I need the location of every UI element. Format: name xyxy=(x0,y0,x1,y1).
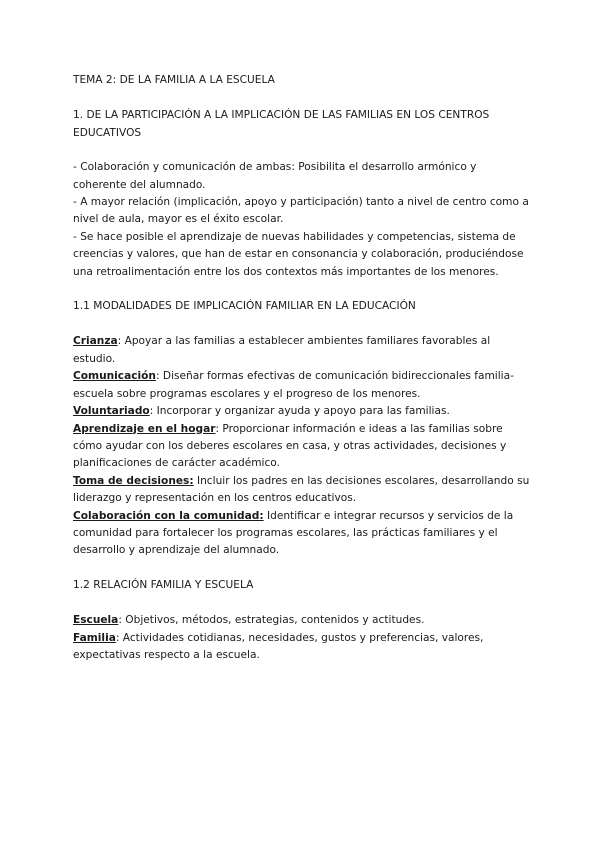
modality-term: Colaboración con la comunidad: xyxy=(73,509,264,522)
section-1-bullet: - A mayor relación (implicación, apoyo y participación) tanto a nivel de centro como a nivel de aula, mayor es el éxito escolar. xyxy=(73,196,529,226)
section-1-bullet: - Colaboración y comunicación de ambas: Posibilita el desarrollo armónico y coherente del alumnado. xyxy=(73,161,477,191)
relation-term: Escuela xyxy=(73,614,119,627)
modality-text: : Proporcionar información e ideas a las familias sobre cómo ayudar con los deberes escolares en casa, y otras actividades, decisiones y planificaciones de carácter académico. xyxy=(73,422,507,470)
relation-text: : Actividades cotidianas, necesidades, gustos y preferencias, valores, expectativas respecto a la escuela. xyxy=(73,631,484,661)
modality-item xyxy=(73,473,533,508)
modality-text: : Diseñar formas efectivas de comunicación bidireccionales familia-escuela sobre programas escolares y el progreso de los menores. xyxy=(73,370,514,400)
modality-term: Comunicación xyxy=(73,370,156,383)
modality-term: Toma de decisiones: xyxy=(73,474,194,487)
relation-text: : Objetivos, métodos, estrategias, contenidos y actitudes. xyxy=(118,614,425,627)
modality-item xyxy=(73,421,533,473)
relation-term: Familia xyxy=(73,631,116,644)
modality-text: : Apoyar a las familias a establecer ambientes familiares favorables al estudio. xyxy=(73,335,491,365)
modality-item xyxy=(73,403,533,420)
section-1-2-heading: 1.2 RELACIÓN FAMILIA Y ESCUELA xyxy=(73,578,254,591)
modality-item xyxy=(73,508,533,560)
modality-text: Incluir los padres en las decisiones escolares, desarrollando su liderazgo y representación en los centros educativos. xyxy=(73,474,530,505)
section-1-1-heading: 1.1 MODALIDADES DE IMPLICACIÓN FAMILIAR EN LA EDUCACIÓN xyxy=(73,300,416,313)
modality-text: Identificar e integrar recursos y servicios de la comunidad para fortalecer los programas escolares, las prácticas familiares y el desarrollo y aprendizaje del alumnado. xyxy=(73,509,514,557)
modality-term: Crianza xyxy=(73,335,118,348)
relation-item xyxy=(73,612,533,629)
document-page xyxy=(73,72,533,664)
section-1-heading: 1. DE LA PARTICIPACIÓN A LA IMPLICACIÓN DE LAS FAMILIAS EN LOS CENTROS EDUCATIVOS xyxy=(73,109,490,139)
section-1-bullet: - Se hace posible el aprendizaje de nuevas habilidades y competencias, sistema de creencias y valores, que han de estar en consonancia y colaboración, produciéndose una retroalimentación entre los dos contextos más importantes de los menores. xyxy=(73,230,524,278)
document-title: TEMA 2: DE LA FAMILIA A LA ESCUELA xyxy=(73,74,275,86)
modality-term: Aprendizaje en el hogar xyxy=(73,422,216,435)
relation-item xyxy=(73,630,533,665)
modality-item xyxy=(73,368,533,403)
modality-item xyxy=(73,333,533,368)
modality-term: Voluntariado xyxy=(73,405,150,418)
modality-text: : Incorporar y organizar ayuda y apoyo para las familias. xyxy=(149,405,450,418)
